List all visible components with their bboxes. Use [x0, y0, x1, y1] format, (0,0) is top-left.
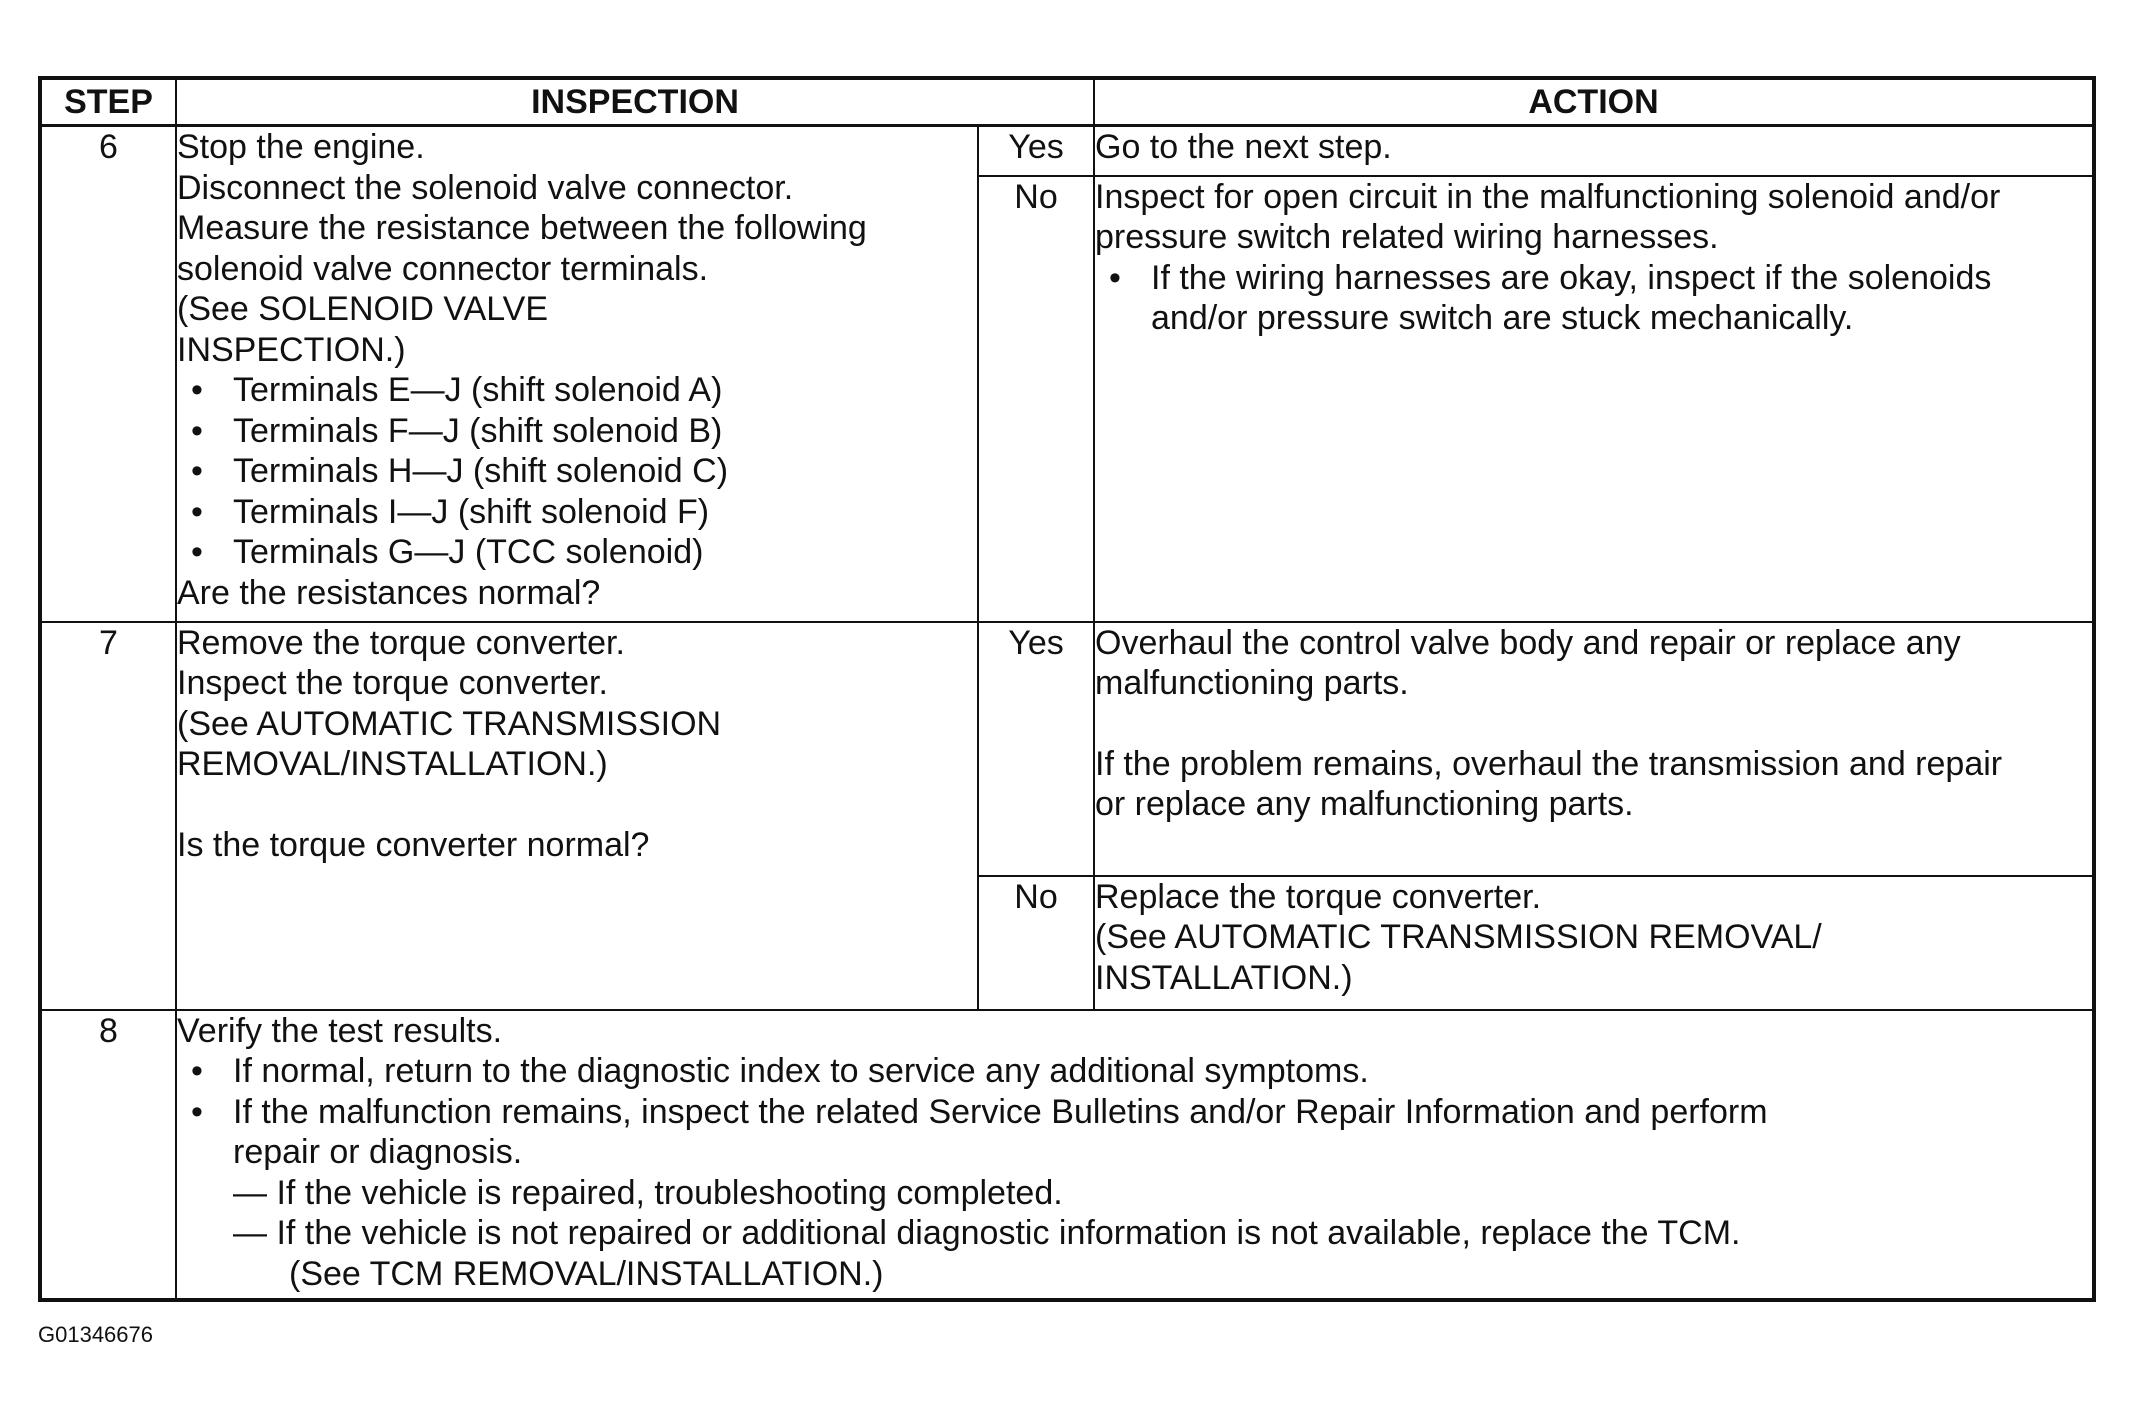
action-line: INSTALLATION.): [1095, 958, 1353, 997]
inspection-line: solenoid valve connector terminals.: [177, 249, 709, 288]
inspection-line: Inspect the torque converter.: [177, 664, 608, 702]
inspection-column-header: INSPECTION: [176, 78, 1094, 126]
figure-id: G01346676: [38, 1322, 153, 1347]
action-line: malfunctioning parts.: [1095, 664, 1409, 702]
terminal-bullet: • Terminals F—J (shift solenoid B): [177, 411, 977, 452]
step-7-inspection: [176, 622, 978, 1010]
inspection-line: REMOVAL/INSTALLATION.): [177, 745, 608, 783]
step-number: 7: [40, 622, 176, 1010]
no-action: [1094, 876, 2094, 1010]
yes-action: [1094, 622, 2094, 876]
table-row: [40, 1010, 2094, 1300]
inspection-line: Remove the torque converter.: [177, 623, 625, 662]
yes-action: [1094, 126, 2094, 176]
result-bullet: • If the malfunction remains, inspect the related Service Bulletins and/or Repair Information and perform: [177, 1092, 2092, 1133]
action-line: If the problem remains, overhaul the transmission and repair: [1095, 744, 2003, 783]
no-label: No: [978, 176, 1094, 622]
action-line: or replace any malfunctioning parts.: [1095, 785, 1634, 823]
action-line: pressure switch related wiring harnesses.: [1095, 218, 1719, 256]
step-8-inspection: [176, 1010, 2094, 1300]
dash-item-continuation: (See TCM REMOVAL/INSTALLATION.): [289, 1254, 884, 1293]
dash-item: — If the vehicle is not repaired or additional diagnostic information is not available, replace the TCM.: [233, 1214, 1741, 1252]
inspection-line: (See SOLENOID VALVE: [177, 290, 548, 328]
inspection-line: Verify the test results.: [177, 1011, 503, 1050]
no-label: No: [978, 876, 1094, 1010]
diagnostic-procedure-table: [38, 76, 2096, 1302]
inspection-line: Stop the engine.: [177, 128, 425, 166]
action-line: Overhaul the control valve body and repair or replace any: [1095, 623, 1961, 662]
action-line: Inspect for open circuit in the malfunctioning solenoid and/or: [1095, 177, 2001, 216]
action-line: Replace the torque converter.: [1095, 877, 1542, 916]
yes-label: Yes: [978, 126, 1094, 176]
inspection-question: Is the torque converter normal?: [177, 825, 650, 864]
inspection-line: Measure the resistance between the following: [177, 209, 867, 247]
no-action: [1094, 176, 2094, 622]
inspection-line: INSPECTION.): [177, 330, 406, 369]
terminal-bullet: • Terminals H—J (shift solenoid C): [177, 451, 977, 492]
yes-label: Yes: [978, 622, 1094, 876]
inspection-line: (See AUTOMATIC TRANSMISSION: [177, 704, 722, 743]
action-line: (See AUTOMATIC TRANSMISSION REMOVAL/: [1095, 918, 1822, 956]
spacer: [1095, 704, 2092, 744]
step-number: 6: [40, 126, 176, 622]
step-6-inspection: [176, 126, 978, 622]
inspection-question: Are the resistances normal?: [177, 573, 601, 612]
action-column-header: ACTION: [1094, 78, 2094, 126]
table-header-row: [40, 78, 2094, 126]
action-line: Go to the next step.: [1095, 128, 1392, 166]
table-row: [40, 622, 2094, 876]
step-number: 8: [40, 1010, 176, 1300]
terminal-bullet: • Terminals G—J (TCC solenoid): [177, 532, 977, 573]
step-column-header: STEP: [40, 78, 176, 126]
spacer: [177, 785, 977, 825]
result-bullet-continuation: repair or diagnosis.: [233, 1133, 523, 1171]
table-row: [40, 126, 2094, 176]
dash-item: — If the vehicle is repaired, troubleshooting completed.: [233, 1173, 1063, 1212]
action-bullet: • If the wiring harnesses are okay, inspect if the solenoids and/or pressure switch are stuck mechanically.: [1095, 258, 2092, 339]
terminal-bullet: • Terminals E—J (shift solenoid A): [177, 370, 977, 411]
inspection-line: Disconnect the solenoid valve connector.: [177, 168, 794, 207]
result-bullet: • If normal, return to the diagnostic index to service any additional symptoms.: [177, 1051, 2092, 1092]
terminal-bullet: • Terminals I—J (shift solenoid F): [177, 492, 977, 533]
